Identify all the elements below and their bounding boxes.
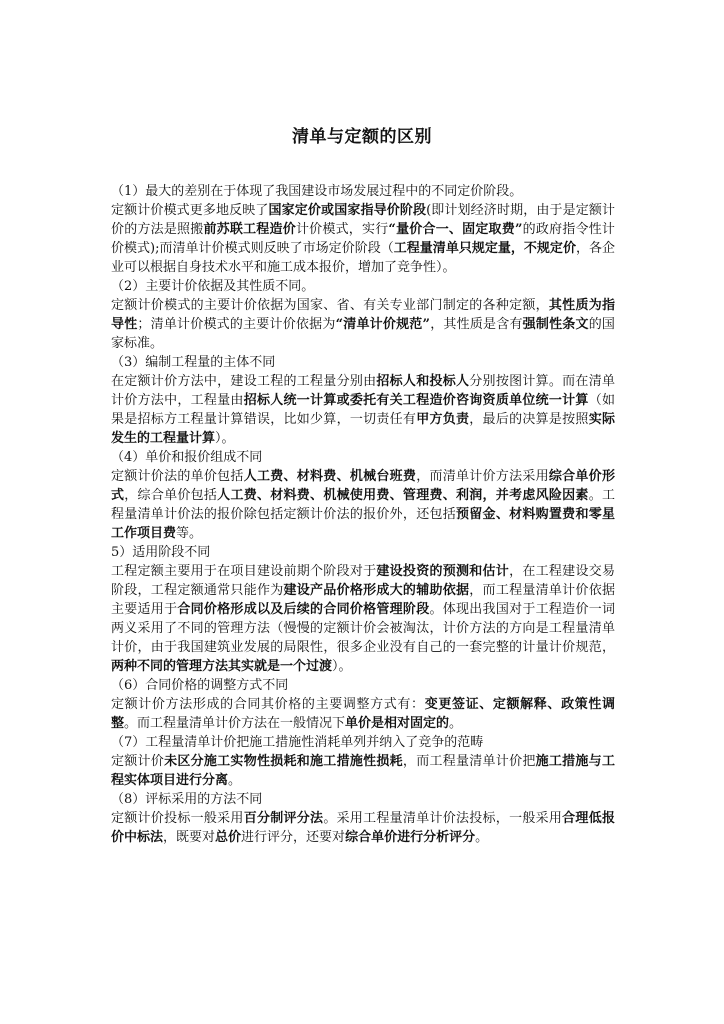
bold-text-run: 招标人和投标人 xyxy=(376,374,470,389)
bold-text-run: 强制性条文 xyxy=(522,317,589,332)
text-run: ，而清单计价方法采用 xyxy=(416,469,549,484)
bold-text-run: 综合单价形式 xyxy=(111,469,615,503)
text-run: 的政府指令性计价模式);而清单计价模式则反映了市场定价阶段（ xyxy=(111,222,615,256)
section-heading: （8）评标采用的方法不同 xyxy=(111,792,263,807)
bold-text-run: 甲方负责 xyxy=(416,412,470,427)
text-run: 定额计价法的单价包括 xyxy=(111,469,244,484)
section-heading: 5）适用阶段不同 xyxy=(111,545,211,560)
text-run: ）。 xyxy=(215,431,235,446)
text-run: 工程定额主要用于在项目建设前期个阶段对于 xyxy=(111,564,377,579)
bold-text-run: 总价 xyxy=(215,830,242,845)
text-run: (即计划经济时期，由于是定额计价的方法是照搬 xyxy=(111,203,615,237)
section-paragraph xyxy=(111,296,615,353)
bold-text-run: 综合单价进行分析评分 xyxy=(345,830,476,845)
text-run: ，最后的决算是按照 xyxy=(469,412,589,427)
text-run: ；清单计价模式的主要计价依据为 xyxy=(137,317,336,332)
text-run: 。工程量清单计价法的报价除包括定额计价法的报价外，还包括 xyxy=(111,488,615,522)
section-paragraph xyxy=(111,562,615,676)
bold-text-run: 合同价格形成以及后续的合同价格管理阶段 xyxy=(177,602,430,617)
text-run: 。体现出我国对于工程造价一词两义采用了不同的管理方法（慢慢的定额计价会被淘汰，计价方法的方向是工程量清单计价，由于我国建筑业发展的局限性，很多企业没有自己的一套完整的计量计价规范， xyxy=(111,602,615,655)
text-run: 定额计价投标一般采用 xyxy=(111,811,244,826)
section-heading: （3）编制工程量的主体不同 xyxy=(111,355,276,370)
text-run: ，各企业可以根据自身技术水平和施工成本报价，增加了竞争性）。 xyxy=(111,241,615,275)
bold-text-run: 招标人统一计算或委托有关工程造价咨询资质单位统一计算 xyxy=(243,393,589,408)
bold-text-run: “清单计价规范” xyxy=(335,317,430,332)
text-run: ，而工程量清单计价依据主要适用于 xyxy=(111,583,615,617)
bold-text-run: 变更签证、定额解释、政策性调整 xyxy=(111,697,615,731)
text-run: ，其性质是含有 xyxy=(429,317,523,332)
section-heading: （4）单价和报价组成不同 xyxy=(111,450,263,465)
text-run: 定额计价 xyxy=(111,754,165,769)
bold-text-run: 建设产品价格形成大的辅助依据 xyxy=(283,583,470,598)
section-paragraph xyxy=(111,752,615,790)
text-run: 定额计价模式的主要计价依据为国家、省、有关专业部门制定的各种定额， xyxy=(111,298,549,313)
text-run: 定额计价方法形成的合同其价格的主要调整方式有： xyxy=(111,697,425,712)
bold-text-run: “量价合一、固定取费” xyxy=(388,222,523,237)
text-run: 在定额计价方法中，建设工程的工程量分别由 xyxy=(111,374,377,389)
bold-text-run: 两种不同的管理方法其实就是一个过渡 xyxy=(111,659,333,674)
text-run: 。 xyxy=(228,773,242,788)
section-paragraph xyxy=(111,201,615,277)
document-title: 清单与定额的区别 xyxy=(292,127,432,147)
text-run: 。而工程量清单计价方法在一般情况下 xyxy=(124,716,346,731)
section-paragraph xyxy=(111,372,615,448)
bold-text-run: 其性质为指导性 xyxy=(111,298,615,332)
bold-text-run: 合理低报价中标法 xyxy=(111,811,615,845)
text-run: 的国家标准。 xyxy=(111,317,615,351)
bold-text-run: 建设投资的预测和估计 xyxy=(376,564,510,579)
text-run: 计价模式，实行 xyxy=(295,222,389,237)
bold-text-run: 单价是相对固定的 xyxy=(345,716,450,731)
text-run: 。 xyxy=(475,830,489,845)
bold-text-run: 百分制评分法 xyxy=(243,811,324,826)
bold-text-run: 人工费、材料费、机械台班费 xyxy=(243,469,417,484)
text-run: 定额计价模式更多地反映了 xyxy=(111,203,269,218)
section-paragraph xyxy=(111,809,615,847)
bold-text-run: 预留金、材料购置费和零星工作项目费 xyxy=(111,507,615,541)
section-heading: （2）主要计价依据及其性质不同。 xyxy=(111,279,315,294)
section-paragraph xyxy=(111,695,615,733)
text-run: ，综合单价包括 xyxy=(124,488,218,503)
text-run: 。 xyxy=(449,716,463,731)
bold-text-run: 未区分施工实物性损耗和施工措施性损耗 xyxy=(164,754,403,769)
bold-text-run: 工程量清单只规定量，不规定价 xyxy=(393,241,576,256)
text-run: 等。 xyxy=(176,526,203,541)
section-heading: （6）合同价格的调整方式不同 xyxy=(111,678,289,693)
section-paragraph xyxy=(111,467,615,543)
text-run: 进行评分，还要对 xyxy=(241,830,346,845)
bold-text-run: 人工费、材料费、机械使用费、管理费、利润，并考虑风险因素 xyxy=(217,488,589,503)
bold-text-run: 国家定价或国家指导价阶段 xyxy=(268,203,427,218)
section-heading: （7）工程量清单计价把施工措施性消耗单列并纳入了竞争的范畴 xyxy=(111,735,484,750)
text-run: ，而工程量清单计价把 xyxy=(402,754,536,769)
bold-text-run: 实际发生的工程量计算 xyxy=(111,412,615,446)
text-run: 分别按图计算。而在清单计价方法中，工程量由 xyxy=(111,374,615,408)
text-run: ）。 xyxy=(332,659,352,674)
text-run: （如果是招标方工程量计算错误，比如少算，一切责任有 xyxy=(111,393,615,427)
section-heading: （1）最大的差别在于体现了我国建设市场发展过程中的不同定价阶段。 xyxy=(111,184,523,199)
text-run: ，在工程建设交易阶段，工程定额通常只能作为 xyxy=(111,564,615,598)
bold-text-run: 前苏联工程造价 xyxy=(203,222,296,237)
document-body xyxy=(111,182,615,847)
text-run: ，既要对 xyxy=(163,830,216,845)
text-run: 。采用工程量清单计价法投标，一般采用 xyxy=(323,811,563,826)
bold-text-run: 施工措施与工程实体项目进行分离 xyxy=(111,754,615,788)
